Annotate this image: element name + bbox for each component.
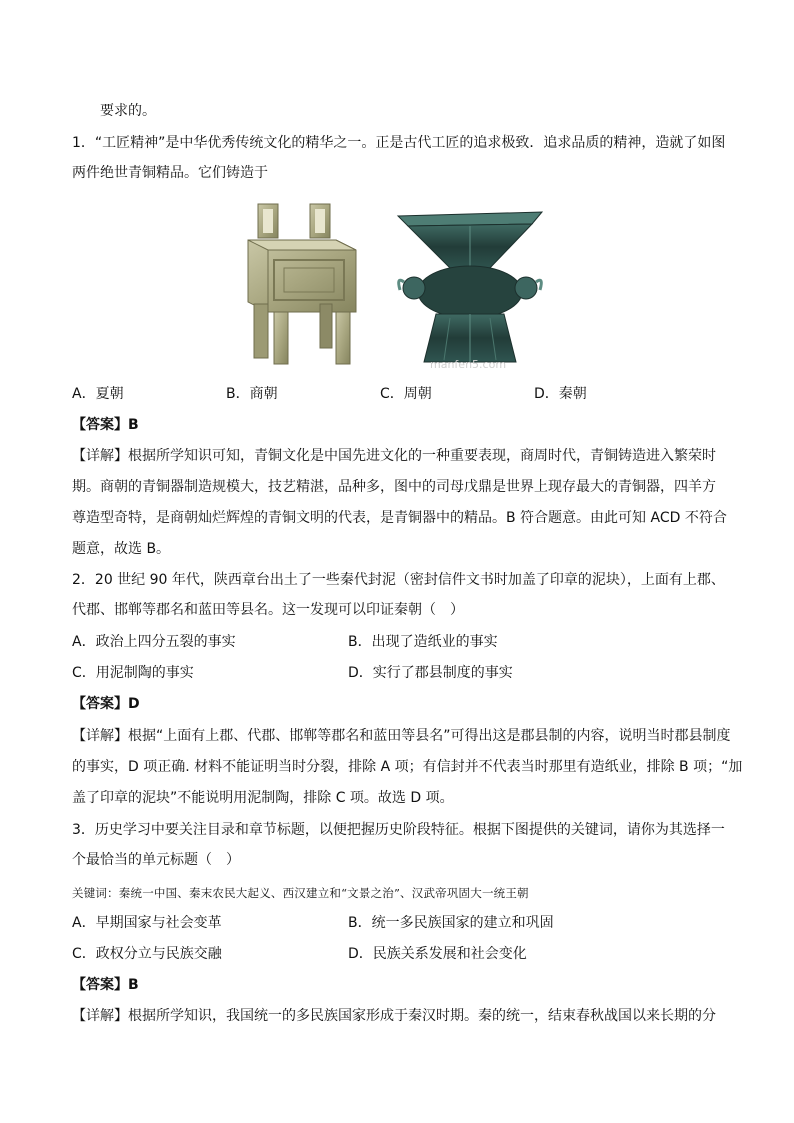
q3-stem-line2: 个最恰当的单元标题（ ）	[72, 852, 240, 868]
q2-option-a: A．政治上四分五裂的事实	[72, 634, 236, 650]
q1-option-d: D．秦朝	[534, 386, 587, 402]
intro-text: 要求的。	[100, 103, 156, 119]
q3-option-d: D．民族关系发展和社会变化	[348, 946, 527, 962]
q1-stem-line1: 1．“工匠精神”是中华优秀传统文化的精华之一。正是古代工匠的追求极致．追求品质的精神，造就了如图	[72, 135, 726, 151]
q1-option-c: C．周朝	[380, 386, 432, 402]
q3-answer: 【答案】B	[72, 977, 139, 993]
q2-option-b: B．出现了造纸业的事实	[348, 634, 498, 650]
q2-option-d: D．实行了郡县制度的事实	[348, 665, 513, 681]
q1-detail-line3: 尊造型奇特，是商朝灿烂辉煌的青铜文明的代表，是青铜器中的精品。B 符合题意。由此可知 ACD 不符合	[72, 510, 727, 526]
q2-stem-line1: 2．20 世纪 90 年代，陕西章台出土了一些秦代封泥（密封信件文书时加盖了印章的泥块），上面有上郡、	[72, 572, 725, 588]
q1-answer: 【答案】B	[72, 417, 139, 433]
q1-detail-line1: 【详解】根据所学知识可知，青铜文化是中国先进文化的一种重要表现，商周时代，青铜铸造进入繁荣时	[72, 448, 716, 464]
q1-detail-line2: 期。商朝的青铜器制造规模大，技艺精湛，品种多，图中的司母戊鼎是世界上现存最大的青铜器，四羊方	[72, 479, 716, 495]
q2-detail-line2: 的事实，D 项正确. 材料不能证明当时分裂，排除 A 项；有信封并不代表当时那里有造纸业，排除 B 项；“加	[72, 759, 743, 775]
q3-option-a: A．早期国家与社会变革	[72, 915, 222, 931]
ding-bronze-image	[244, 200, 360, 368]
q2-stem-line2: 代郡、邯郸等郡名和蓝田等县名。这一发现可以印证秦朝（ ）	[72, 602, 464, 618]
q1-option-b: B．商朝	[226, 386, 278, 402]
zun-bronze-image	[392, 208, 552, 372]
q2-option-c: C．用泥制陶的事实	[72, 665, 194, 681]
q3-detail-line1: 【详解】根据所学知识，我国统一的多民族国家形成于秦汉时期。秦的统一，结束春秋战国以来长期的分	[72, 1008, 716, 1024]
q2-detail-line1: 【详解】根据“上面有上郡、代郡、邯郸等郡名和蓝田等县名”可得出这是郡县制的内容，说明当时郡县制度	[72, 728, 731, 744]
q3-stem-line1: 3．历史学习中要关注目录和章节标题，以便把握历史阶段特征。根据下图提供的关键词，请你为其选择一	[72, 822, 725, 838]
watermark-text: manfen5.com	[430, 358, 507, 371]
q3-keywords: 关键词：秦统一中国、秦末农民大起义、西汉建立和“文景之治”、汉武帝巩固大一统王朝	[72, 886, 529, 900]
q2-detail-line3: 盖了印章的泥块”不能说明用泥制陶，排除 C 项。故选 D 项。	[72, 790, 454, 806]
q3-option-b: B．统一多民族国家的建立和巩固	[348, 915, 554, 931]
q2-answer: 【答案】D	[72, 696, 140, 712]
q1-option-a: A．夏朝	[72, 386, 124, 402]
q1-detail-line4: 题意，故选 B。	[72, 541, 171, 557]
q1-stem-line2: 两件绝世青铜精品。它们铸造于	[72, 165, 268, 181]
q3-option-c: C．政权分立与民族交融	[72, 946, 222, 962]
